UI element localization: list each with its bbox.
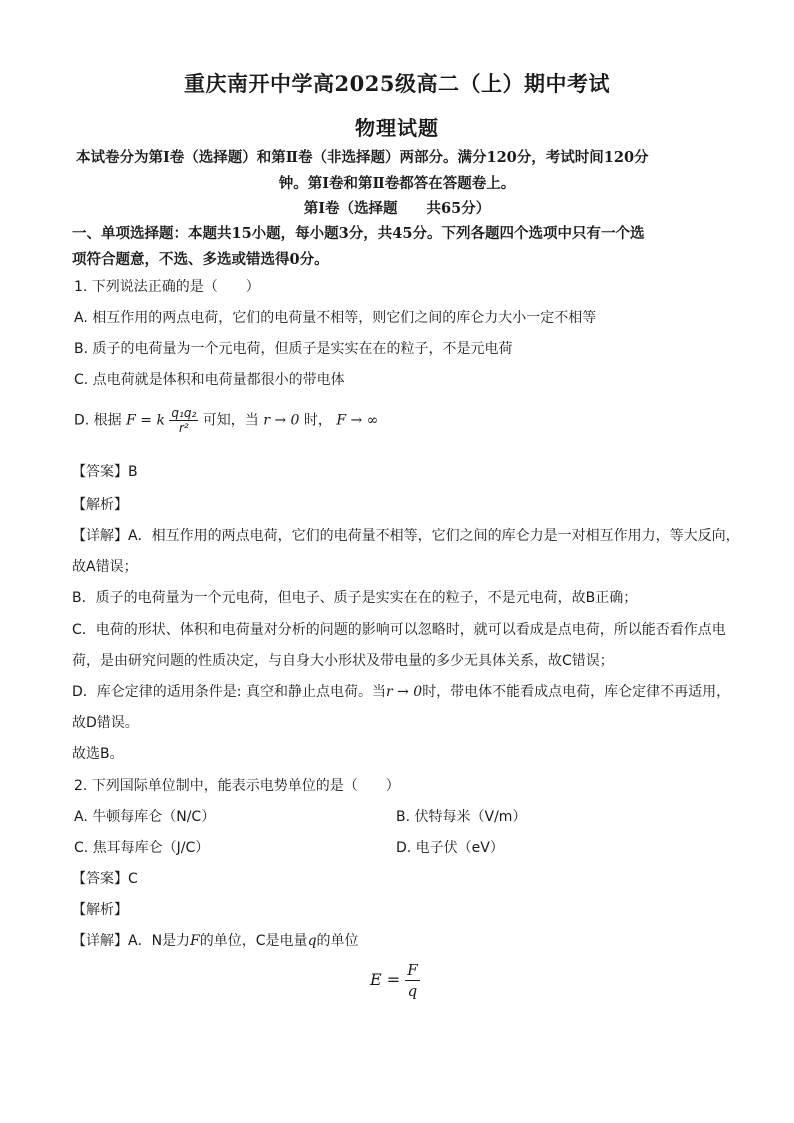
q1-option-d-condition: r → 0 [263,412,300,429]
q2-detail-mid: 的单位，C是电量 [199,933,308,949]
q1-option-b: B. 质子的电荷量为一个元电荷，但质子是实实在在的粒子，不是元电荷 [74,341,513,357]
coulomb-formula-lhs: F = k [126,412,165,429]
q1-detail-d-condition: r → 0 [385,684,423,700]
field-strength-fraction [405,960,419,1001]
section-heading-line-2: 项符合题意，不选、多选或错选得0分。 [72,251,329,268]
q1-option-d-text-1: 可知，当 [202,412,259,429]
q1-detail-d-line-2: 故D错误。 [72,715,139,731]
q2-option-c: C. 焦耳每库仑（J/C） [74,840,210,856]
q1-detail-d-line-1 [72,681,730,701]
field-strength-denominator: q [407,982,418,1000]
q1-option-d-text-2: 时， [303,412,332,429]
q1-option-d-prefix: D. 根据 [74,412,122,429]
q1-detail-c-line-1: C．电荷的形状、体积和电荷量对分析的问题的影响可以忽略时，就可以看成是点电荷，所以能否看作点电 [72,622,726,638]
q1-option-d [74,406,378,435]
exam-title: 重庆南开中学高2025级高二（上）期中考试 [184,71,610,96]
q1-option-c: C. 点电荷就是体积和电荷量都很小的带电体 [74,372,345,388]
q1-detail-a-line-2: 故A错误； [72,559,138,575]
intro-line-1: 本试卷分为第Ⅰ卷（选择题）和第Ⅱ卷（非选择题）两部分。满分120分，考试时间120分 [76,149,649,166]
q1-option-d-result: F → ∞ [336,412,379,429]
q2-detail-charge-symbol: q [307,933,317,949]
volume-heading: 第Ⅰ卷（选择题 共65分） [303,200,491,217]
q2-detail-prefix: 【详解】A．N是力 [72,933,191,949]
coulomb-formula-fraction [169,406,198,435]
q2-detail-suffix: 的单位 [316,933,359,949]
q1-detail-b: B．质子的电荷量为一个元电荷，但电子、质子是实实在在的粒子，不是元电荷，故B正确； [72,590,638,606]
q1-analysis-label: 【解析】 [72,497,128,513]
subject-title: 物理试题 [355,116,439,140]
q2-option-b: B. 伏特每米（V/m） [396,809,527,825]
q1-detail-d-suffix: 时，带电体不能看成点电荷，库仑定律不再适用， [422,684,731,700]
field-strength-lhs: E = [370,970,401,989]
q2-option-d: D. 电子伏（eV） [396,840,504,856]
coulomb-formula-numerator: q₁q₂ [171,406,197,420]
q1-answer: 【答案】B [72,464,138,480]
field-strength-numerator: F [407,961,418,979]
q2-stem: 2. 下列国际单位制中，能表示电势单位的是（ ） [74,778,400,794]
section-heading-line-1: 一、单项选择题：本题共15小题，每小题3分，共45分。下列各题四个选项中只有一个选 [72,225,645,242]
q2-analysis-label: 【解析】 [72,902,128,918]
q1-detail-a-line-1: 【详解】A．相互作用的两点电荷，它们的电荷量不相等，它们之间的库仑力是一对相互作用力，等大反向， [72,528,740,544]
q1-conclusion: 故选B。 [72,746,124,762]
q1-detail-d-prefix: D．库仑定律的适用条件是: 真空和静止点电荷。当 [72,684,386,700]
q2-detail-force-symbol: F [190,933,200,949]
q2-answer: 【答案】C [72,871,138,887]
q1-detail-c-line-2: 荷，是由研究问题的性质决定，与自身大小形状及带电量的多少无具体关系，故C错误； [72,653,614,669]
coulomb-formula-denominator: r² [178,421,189,435]
field-strength-equation [370,960,420,1001]
q1-option-a: A. 相互作用的两点电荷，它们的电荷量不相等，则它们之间的库仑力大小一定不相等 [74,310,597,326]
q2-detail [72,930,359,950]
q1-stem: 1. 下列说法正确的是（ ） [74,279,260,295]
q2-option-a: A. 牛顿每库仑（N/C） [74,809,216,825]
intro-line-2: 钟。第Ⅰ卷和第Ⅱ卷都答在答题卷上。 [278,175,516,192]
